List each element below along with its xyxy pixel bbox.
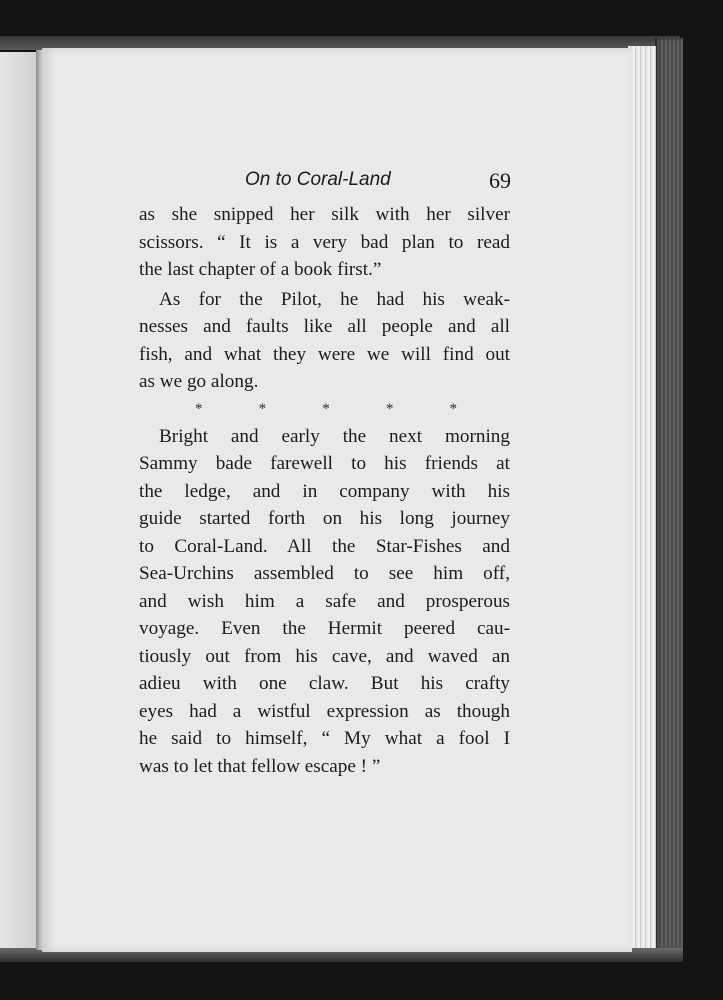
text-line: nesses and faults like all people and all	[139, 316, 510, 337]
section-break-star: *	[449, 400, 457, 417]
left-page-sliver	[0, 52, 38, 948]
text-line: was to let that fellow escape ! ”	[139, 755, 381, 777]
text-line: Sea-Urchins assembled to see him off,	[139, 563, 510, 584]
text-line: the last chapter of a book first.”	[139, 259, 382, 280]
text-line: to Coral-Land. All the Star-Fishes and	[139, 535, 510, 557]
section-break-star: *	[322, 400, 330, 417]
text-line: eyes had a wistful expression as though	[139, 700, 510, 722]
page-block-edges	[628, 46, 656, 951]
paragraph-1	[139, 201, 510, 284]
paragraph-2	[139, 286, 510, 396]
text-line: As for the Pilot, he had his weak-	[159, 288, 510, 310]
book-cover-right-edge	[655, 38, 683, 960]
text-line: the ledge, and in company with his	[139, 480, 510, 502]
page-gutter	[36, 50, 44, 950]
text-line: fish, and what they were we will find out	[139, 343, 510, 365]
text-line: and wish him a safe and prosperous	[139, 590, 510, 612]
text-line: guide started forth on his long journey	[139, 508, 510, 529]
text-line: tiously out from his cave, and waved an	[139, 645, 510, 667]
section-break	[195, 396, 457, 423]
section-break-star: *	[258, 400, 267, 417]
text-line: Sammy bade farewell to his friends at	[139, 453, 510, 474]
text-line: adieu with one claw. But his crafty	[139, 673, 510, 694]
text-line: as she snipped her silk with her silver	[139, 204, 510, 225]
body-text	[139, 201, 510, 780]
text-line: voyage. Even the Hermit peered cau-	[139, 618, 510, 639]
running-head: On to Coral-Land	[245, 169, 391, 190]
text-line: Bright and early the next morning	[159, 425, 510, 447]
text-line: as we go along.	[139, 371, 259, 392]
section-break-star: *	[385, 400, 394, 417]
text-line: scissors. “ It is a very bad plan to read	[139, 231, 510, 253]
section-break-star: *	[195, 400, 203, 417]
page-number: 69	[489, 168, 511, 193]
paragraph-3	[139, 423, 510, 781]
text-line: he said to himself, “ My what a fool I	[139, 728, 510, 749]
